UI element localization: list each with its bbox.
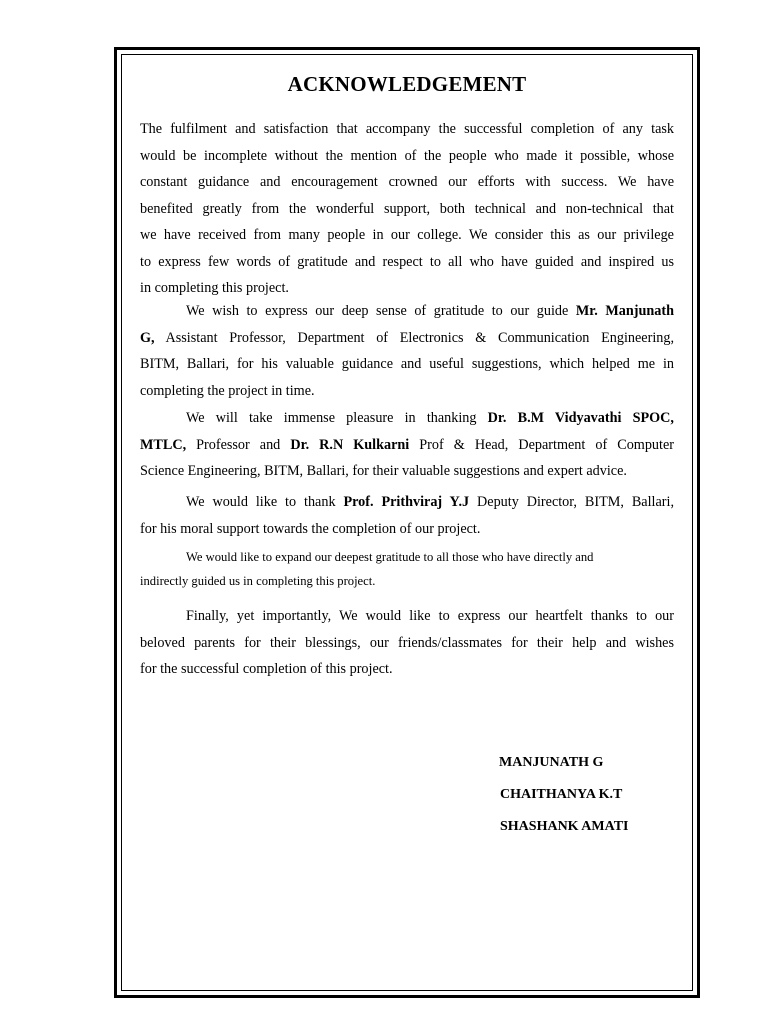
signatory-name: SHASHANK AMATI <box>500 819 629 834</box>
paragraph-line: The fulfilment and satisfaction that accompany the successful completion of any task <box>140 121 674 137</box>
paragraph-line: benefited greatly from the wonderful support, both technical and non-technical that <box>140 200 674 217</box>
guide-name-cont: G, <box>140 329 155 346</box>
paragraph-line: beloved parents for their blessings, our friends/classmates for their help and wishes <box>140 634 674 651</box>
paragraph-line <box>140 325 674 352</box>
paragraph-line: completing the project in time. <box>140 382 315 399</box>
director-name: Prof. Prithviraj Y.J <box>343 494 470 510</box>
paragraph-line: BITM, Ballari, for his valuable guidance and useful suggestions, which helped me in <box>140 356 674 372</box>
text-run: Professor and <box>186 436 291 453</box>
paragraph-guide <box>140 298 674 404</box>
paragraph-line <box>140 298 674 325</box>
paragraph-line <box>140 405 674 432</box>
paragraph-gratitude <box>140 545 674 593</box>
paragraph-line: for his moral support towards the completion of our project. <box>140 520 481 537</box>
paragraph-finally <box>140 603 674 683</box>
paragraph-line <box>140 489 674 516</box>
paragraph-line <box>140 432 674 459</box>
guide-name: Mr. Manjunath <box>575 303 674 319</box>
text-run: We wish to express our deep sense of gratitude to our guide <box>186 303 576 319</box>
text-run: Prof & Head, Department of Computer <box>409 436 674 453</box>
spoc-name-cont: MTLC, <box>140 436 187 453</box>
paragraph-line: would be incomplete without the mention of the people who made it possible, whose <box>140 147 674 164</box>
paragraph-director <box>140 489 674 542</box>
paragraph-line: in completing this project. <box>140 280 289 296</box>
paragraph-hod <box>140 405 674 485</box>
spoc-name: Dr. B.M Vidyavathi SPOC, <box>487 410 674 426</box>
signatory-name: CHAITHANYA K.T <box>500 787 623 802</box>
paragraph-line: We would like to expand our deepest gratitude to all those who have directly and <box>186 550 594 564</box>
paragraph-line: Science Engineering, BITM, Ballari, for their valuable suggestions and expert advice. <box>140 463 627 479</box>
text-run: We would like to thank <box>186 494 344 510</box>
text-run: Deputy Director, BITM, Ballari, <box>469 494 674 510</box>
paragraph-line: for the successful completion of this project. <box>140 661 393 677</box>
paragraph-line: Finally, yet importantly, We would like to express our heartfelt thanks to our <box>186 608 674 624</box>
paragraph-intro <box>140 116 674 302</box>
paragraph-line: we have received from many people in our college. We consider this as our privilege <box>140 227 674 243</box>
paragraph-line: constant guidance and encouragement crowned our efforts with success. We have <box>140 174 674 190</box>
hod-name: Dr. R.N Kulkarni <box>290 436 410 453</box>
text-run: Assistant Professor, Department of Electronics & Communication Engineering, <box>154 329 674 346</box>
paragraph-line: indirectly guided us in completing this project. <box>140 574 376 588</box>
text-run: We will take immense pleasure in thanking <box>186 410 488 426</box>
signatory-name: MANJUNATH G <box>499 755 604 770</box>
paragraph-line: to express few words of gratitude and respect to all who have guided and inspired us <box>140 253 674 270</box>
page-title: ACKNOWLEDGEMENT <box>287 72 527 96</box>
